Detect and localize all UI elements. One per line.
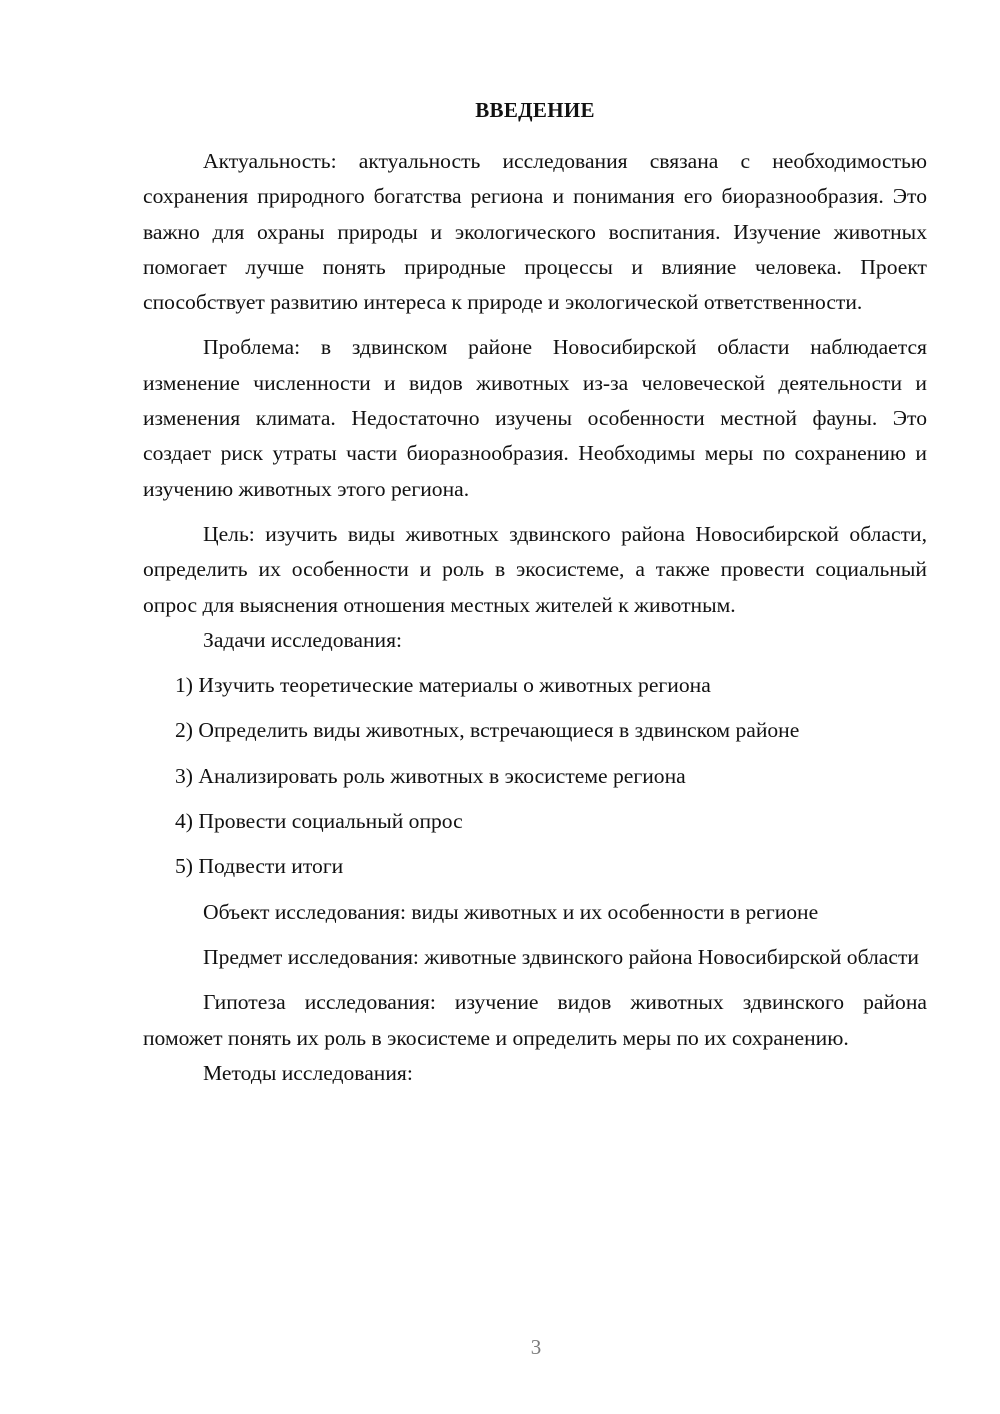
task-item: 2) Определить виды животных, встречающиеся в здвинском районе [175, 718, 800, 743]
page-number: 3 [530, 1335, 542, 1359]
paragraph-subject: Предмет исследования: животные здвинского района Новосибирской области [203, 944, 919, 969]
tasks-heading: Задачи исследования: [203, 627, 403, 652]
paragraph-hypothesis: Гипотеза исследования: изучение видов животных здвинского района поможет понять их роль в экосистеме и определить меры по их сохранению. [143, 990, 927, 1050]
paragraph-relevance: Актуальность: актуальность исследования связана с необходимостью сохранения природного богатства региона и понимания его биоразнообразия. Это важно для охраны природы и экологического воспитания. Изучение животных помогает лучше понять природные процессы и влияние человека. Проект способствует развитию интереса к природе и экологической ответственности. [143, 149, 927, 315]
task-item: 4) Провести социальный опрос [175, 809, 463, 834]
task-item: 3) Анализировать роль животных в экосистеме региона [175, 763, 686, 788]
paragraph-goal: Цель: изучить виды животных здвинского района Новосибирской области, определить их особенности и роль в экосистеме, а также провести социальный опрос для выяснения отношения местных жителей к животным. [143, 521, 927, 617]
paragraph-object: Объект исследования: виды животных и их особенности в регионе [203, 899, 819, 924]
section-heading: ВВЕДЕНИЕ [475, 98, 595, 122]
task-item: 1) Изучить теоретические материалы о животных региона [175, 673, 711, 698]
document-body [143, 144, 927, 1091]
methods-heading: Методы исследования: [203, 1060, 413, 1085]
paragraph-problem: Проблема: в здвинском районе Новосибирской области наблюдается изменение численности и видов животных из-за человеческой деятельности и изменения климата. Недостаточно изучены особенности местной фауны. Это создает риск утраты части биоразнообразия. Необходимы меры по сохранению и изучению животных этого региона. [143, 335, 927, 501]
tasks-list [143, 668, 927, 884]
task-item: 5) Подвести итоги [175, 854, 344, 879]
